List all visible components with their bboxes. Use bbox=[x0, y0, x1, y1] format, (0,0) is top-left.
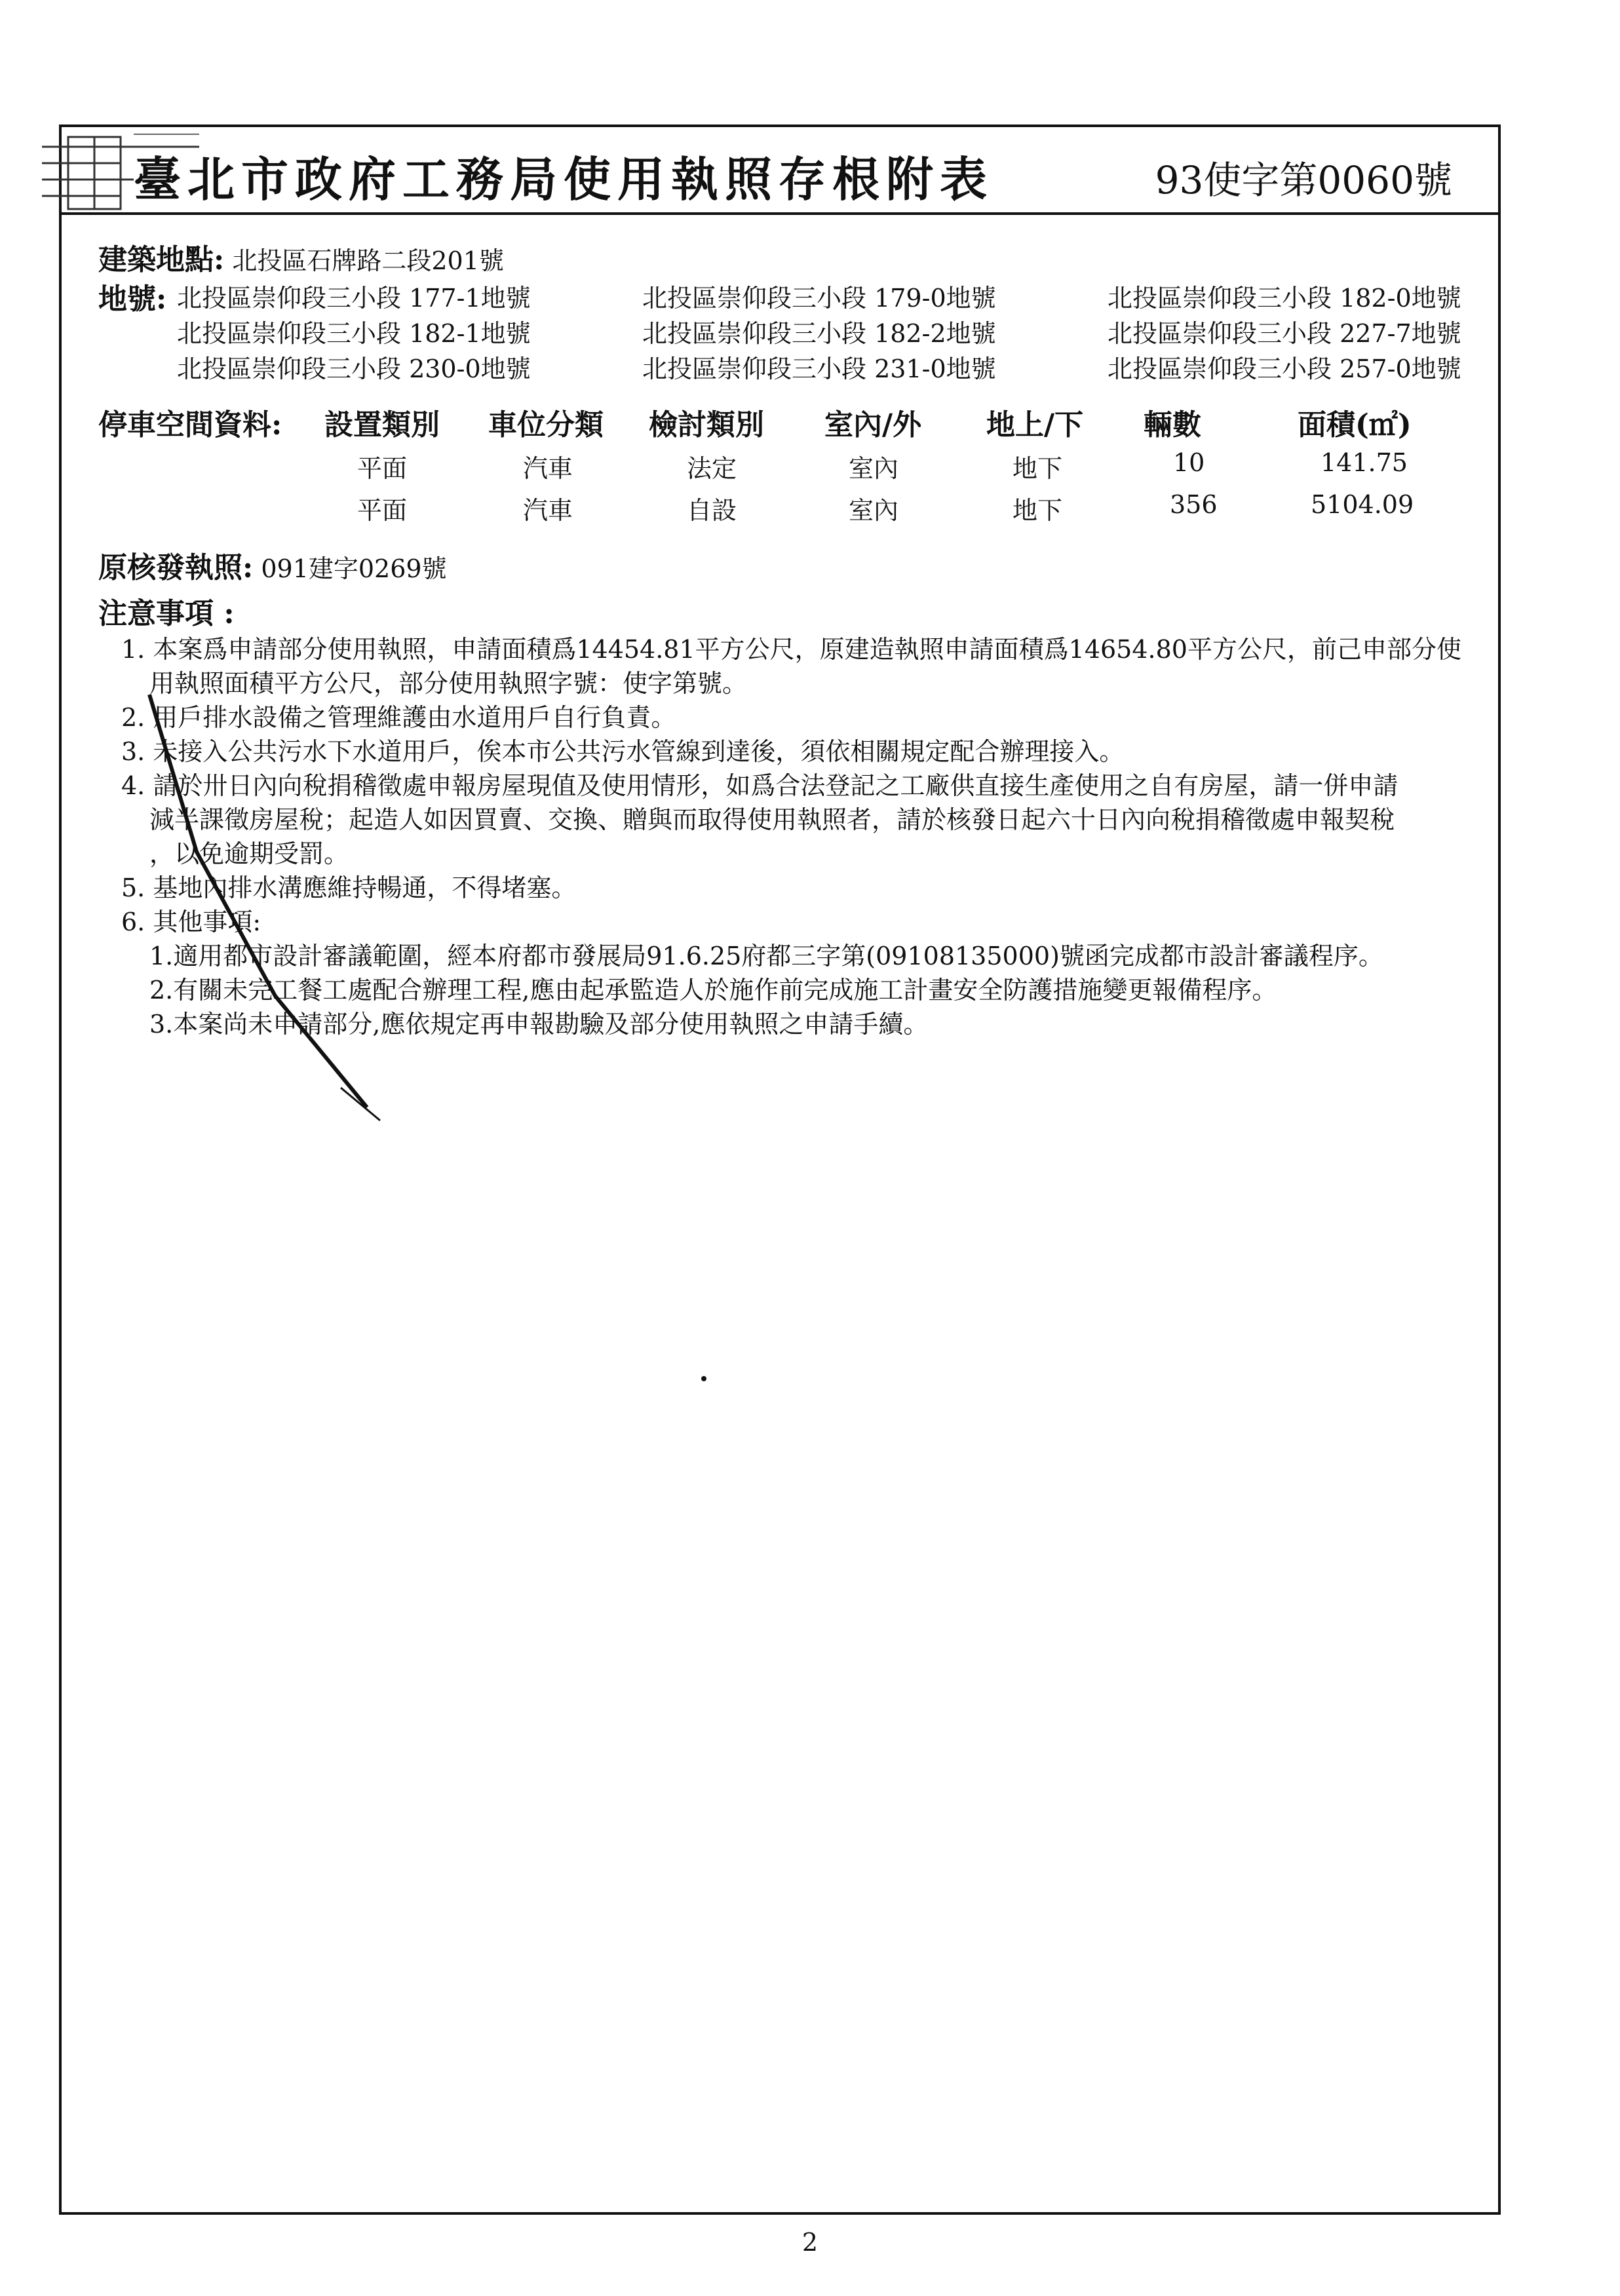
site-address: 北投區石牌路二段201號 bbox=[232, 246, 504, 275]
page-number: 2 bbox=[801, 2228, 819, 2257]
parking-header: 輛數 bbox=[1144, 408, 1201, 442]
parking-header: 地上/下 bbox=[986, 408, 1084, 442]
note-sub-item: 3.本案尚未申請部分,應依規定再申報勘驗及部分使用執照之申請手續。 bbox=[149, 1010, 929, 1039]
notes-title: 注意事項 : bbox=[98, 597, 235, 630]
parking-header: 設置類別 bbox=[324, 408, 440, 442]
parking-header: 車位分類 bbox=[488, 408, 604, 442]
parking-cell: 自設 bbox=[687, 496, 737, 525]
note-item: 3. 未接入公共污水下水道用戶，俟本市公共污水管線到達後，須依相關規定配合辦理接入。 bbox=[121, 737, 1125, 766]
parking-cell: 356 bbox=[1170, 490, 1218, 519]
lot-item: 北投區崇仰段三小段 177-1地號 bbox=[177, 284, 531, 313]
note-item: 1. 本案爲申請部分使用執照，申請面積爲14454.81平方公尺，原建造執照申請面積爲14654.80平方公尺，前己申部分使 bbox=[121, 635, 1461, 664]
note-item: 5. 基地內排水溝應維持暢通，不得堵塞。 bbox=[121, 873, 577, 902]
parking-label: 停車空間資料: bbox=[98, 408, 282, 442]
note-item: 減半課徵房屋稅；起造人如因買賣、交換、贈與而取得使用執照者，請於核發日起六十日內向稅捐稽徵處申報契稅 bbox=[149, 805, 1395, 834]
parking-cell: 5104.09 bbox=[1311, 490, 1414, 519]
note-item: 用執照面積平方公尺，部分使用執照字號：使字第號。 bbox=[149, 669, 748, 698]
site-label: 建築地點: bbox=[98, 243, 225, 277]
parking-cell: 平面 bbox=[357, 496, 408, 525]
parking-header: 面積(㎡) bbox=[1298, 408, 1412, 442]
note-sub-item: 1.適用都市設計審議範圍，經本府都市發展局91.6.25府都三字第(09108135000)號函完成都市設計審議程序。 bbox=[149, 942, 1383, 970]
parking-cell: 汽車 bbox=[523, 496, 573, 525]
lot-item: 北投區崇仰段三小段 182-0地號 bbox=[1108, 284, 1461, 313]
lot-item: 北投區崇仰段三小段 257-0地號 bbox=[1108, 354, 1461, 383]
parking-cell: 汽車 bbox=[523, 454, 573, 483]
parking-cell: 10 bbox=[1173, 448, 1205, 477]
parking-header: 檢討類別 bbox=[649, 408, 764, 442]
note-item: 2. 用戶排水設備之管理維護由水道用戶自行負責。 bbox=[121, 703, 676, 732]
parking-header: 室內/外 bbox=[824, 408, 922, 442]
lot-item: 北投區崇仰段三小段 231-0地號 bbox=[642, 354, 996, 383]
parking-cell: 平面 bbox=[357, 454, 408, 483]
lot-item: 北投區崇仰段三小段 182-2地號 bbox=[642, 319, 996, 348]
lot-item: 北投區崇仰段三小段 227-7地號 bbox=[1108, 319, 1461, 348]
original-license-label: 原核發執照: bbox=[98, 551, 254, 584]
lot-item: 北投區崇仰段三小段 230-0地號 bbox=[177, 354, 531, 383]
note-item: 6. 其他事項: bbox=[121, 908, 261, 936]
parking-cell: 141.75 bbox=[1321, 448, 1408, 477]
page-title: 臺北市政府工務局使用執照存根附表 bbox=[134, 151, 994, 207]
parking-cell: 地下 bbox=[1013, 454, 1063, 483]
lot-item: 北投區崇仰段三小段 182-1地號 bbox=[177, 319, 531, 348]
parking-cell: 法定 bbox=[687, 454, 737, 483]
lot-item: 北投區崇仰段三小段 179-0地號 bbox=[642, 284, 996, 313]
license-number: 93使字第0060號 bbox=[1155, 158, 1452, 202]
lots-label: 地號: bbox=[98, 282, 167, 316]
title-row bbox=[62, 127, 1498, 215]
note-item: ，以免逾期受罰。 bbox=[149, 839, 349, 868]
original-license-row bbox=[98, 544, 447, 586]
parking-cell: 地下 bbox=[1013, 496, 1063, 525]
site-row bbox=[98, 236, 504, 278]
speck bbox=[701, 1376, 706, 1381]
note-item: 4. 請於卅日內向稅捐稽徵處申報房屋現值及使用情形，如爲合法登記之工廠供直接生產使用之自有房屋，請一併申請 bbox=[121, 771, 1398, 800]
parking-cell: 室內 bbox=[849, 454, 899, 483]
original-license-value: 091建字0269號 bbox=[261, 554, 447, 583]
note-sub-item: 2.有關未完工餐工處配合辦理工程,應由起承監造人於施作前完成施工計畫安全防護措施變更報備程序。 bbox=[149, 976, 1277, 1004]
parking-cell: 室內 bbox=[849, 496, 899, 525]
